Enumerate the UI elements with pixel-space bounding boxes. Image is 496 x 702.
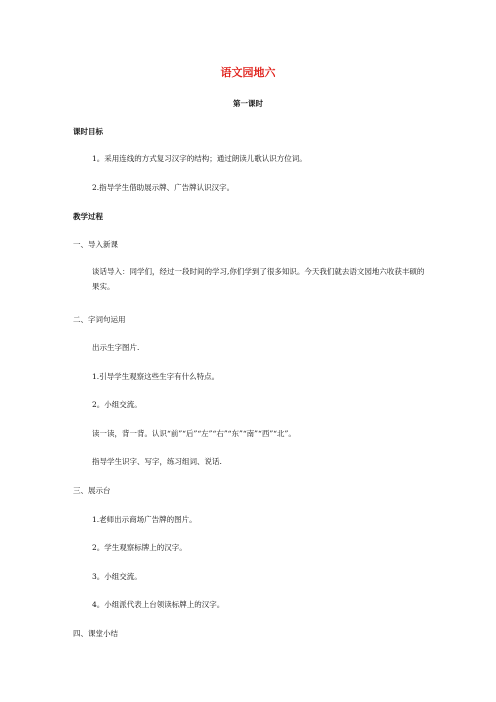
document-title: 语文园地六 bbox=[220, 66, 276, 79]
part-3-line-3: 3。小组交流。 bbox=[92, 572, 142, 581]
section-heading-goals: 课时目标 bbox=[73, 127, 103, 136]
part-3-line-1: 1.老师出示商场广告牌的图片。 bbox=[92, 515, 197, 524]
part-1-heading: 一、导入新课 bbox=[73, 240, 118, 249]
part-2-line-2: 1.引导学生观察这些生字有什么特点。 bbox=[92, 372, 220, 381]
part-3-line-4: 4。小组派代表上台领读标牌上的汉字。 bbox=[92, 600, 225, 609]
part-2-heading: 二、字词句运用 bbox=[73, 315, 126, 324]
part-2-line-1: 出示生字图片. bbox=[92, 343, 140, 352]
goal-item-2: 2.指导学生借助展示牌、广告牌认识汉字。 bbox=[92, 183, 235, 192]
part-2-line-3: 2。小组交流。 bbox=[92, 400, 142, 409]
lesson-subtitle: 第一课时 bbox=[233, 99, 263, 108]
part-3-heading: 三、展示台 bbox=[73, 486, 111, 495]
section-heading-process: 教学过程 bbox=[73, 212, 103, 221]
part-1-text bbox=[92, 264, 425, 294]
part-2-line-4: 读一读，背一背。认识“前”“后”“左”“右”“东”“南”“西”“北”。 bbox=[92, 429, 296, 438]
part-2-line-5: 指导学生识字、写字，练习组词、说话. bbox=[92, 457, 222, 466]
goal-item-1: 1。采用连线的方式复习汉字的结构；通过朗读儿歌认识方位词。 bbox=[92, 154, 307, 163]
part-4-heading: 四、课堂小结 bbox=[73, 629, 118, 638]
part-1-paragraph: 谈话导入：同学们，经过一段时间的学习,你们学到了很多知识。今天我们就去语文园地六收获丰硕的果实。 bbox=[92, 267, 425, 291]
part-3-line-2: 2。学生观察标牌上的汉字。 bbox=[92, 543, 187, 552]
